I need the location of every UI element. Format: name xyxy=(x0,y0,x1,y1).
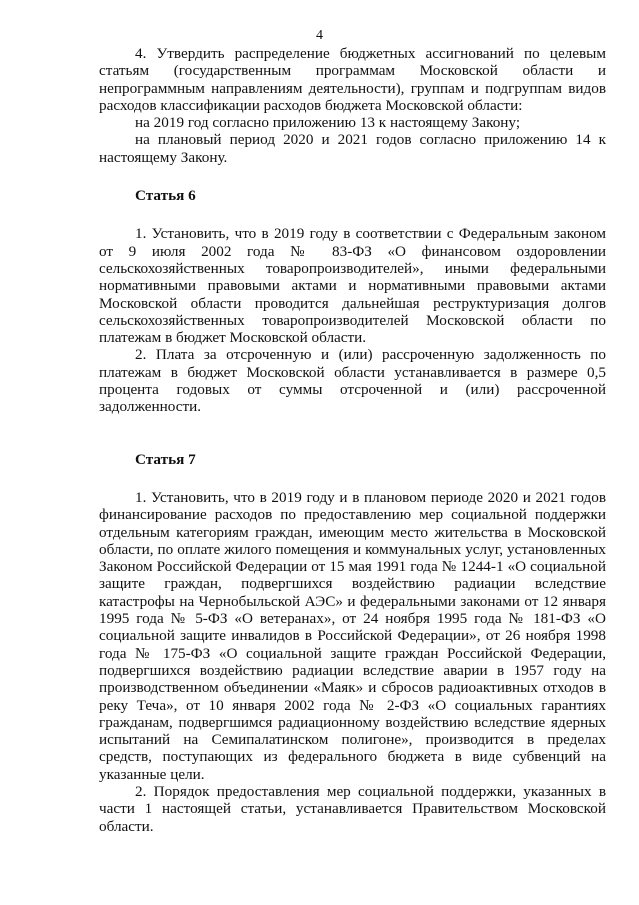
article-7-paragraph-1: 1. Установить, что в 2019 году и в плановом периоде 2020 и 2021 годов финансирование расходов по предоставлению мер социальной поддержки отдельным категориям граждан, имеющим место жительства в Московской области, по оплате жилого помещения и коммунальных услуг, установленных Законом Российской Федерации от 15 мая 1991 года № 1244-1 «О социальной защите граждан, подвергшихся воздействию радиации вследствие катастрофы на Чернобыльской АЭС» и федеральными законами от 12 января 1995 года № 5-ФЗ «О ветеранах», от 24 ноября 1995 года № 181-ФЗ «О социальной защите инвалидов в Российской Федерации», от 26 ноября 1998 года № 175-ФЗ «О социальной защите граждан Российской Федерации, подвергшихся воздействию радиации вследствие аварии в 1957 году на производственном объединении «Маяк» и сбросов радиоактивных отходов в реку Теча», от 10 января 2002 года № 2-ФЗ «О социальных гарантиях гражданам, подвергшимся радиационному воздействию вследствие ядерных испытаний на Семипалатинском полигоне», производится в пределах средств, поступающих из федерального бюджета в виде субвенций на указанные цели. xyxy=(99,488,606,783)
article-7-heading: Статья 7 xyxy=(135,450,196,468)
document-body xyxy=(99,45,606,835)
article-6-paragraph-2: 2. Плата за отсроченную и (или) рассроченную задолженность по платежам в бюджет Московской области устанавливается в размере 0,5 процента годовых от суммы отсроченной и (или) рассроченной задолженности. xyxy=(99,346,606,416)
spacer xyxy=(99,468,606,489)
spacer xyxy=(99,166,606,187)
paragraph-planning-period-appendix: на плановый период 2020 и 2021 годов согласно приложению 14 к настоящему Закону. xyxy=(99,131,606,166)
article-6-heading: Статья 6 xyxy=(135,187,196,205)
article-6-paragraph-1: 1. Установить, что в 2019 году в соответствии с Федеральным законом от 9 июля 2002 года № 83-ФЗ «О финансовом оздоровлении сельскохозяйственных товаропроизводителей», иными федеральными нормативными правовыми актами и нормативными правовыми актами Московской области проводится дальнейшая реструктуризация долгов сельскохозяйственных товаропроизводителей Московской области по платежам в бюджет Московской области. xyxy=(99,225,606,347)
page-number: 4 xyxy=(316,28,323,43)
spacer xyxy=(99,204,606,225)
paragraph-2019-appendix: на 2019 год согласно приложению 13 к настоящему Закону; xyxy=(135,114,521,132)
article-7-paragraph-2: 2. Порядок предоставления мер социальной поддержки, указанных в части 1 настоящей статьи, устанавливается Правительством Московской области. xyxy=(99,782,606,835)
spacer xyxy=(99,416,606,451)
paragraph-item-4: 4. Утвердить распределение бюджетных ассигнований по целевым статьям (государственным программам Московской области и непрограммным направлениям деятельности), группам и подгруппам видов расходов классификации расходов бюджета Московской области: xyxy=(99,45,606,114)
